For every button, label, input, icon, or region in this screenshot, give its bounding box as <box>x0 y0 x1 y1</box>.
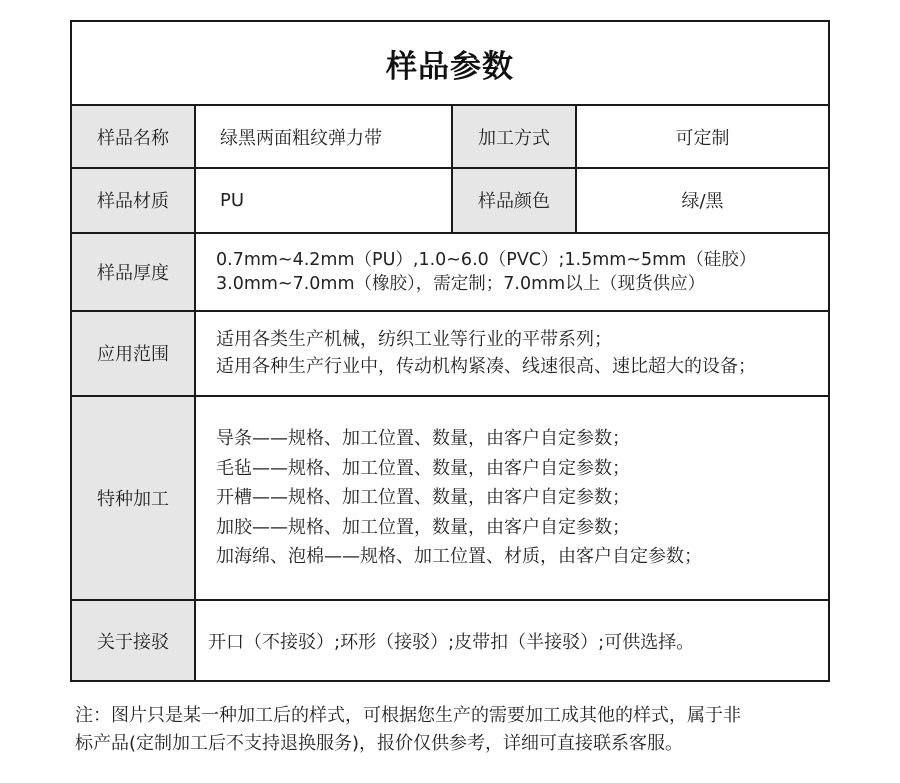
label-application-range: 应用范围 <box>72 312 196 394</box>
special-line: 导条——规格、加工位置、数量，由客户自定参数； <box>216 428 630 450</box>
label-joint: 关于接驳 <box>72 601 196 680</box>
table-row <box>72 312 828 396</box>
special-line: 加胶——规格、加工位置，数量，由客户自定参数； <box>216 516 630 538</box>
value-processing-method: 可定制 <box>675 127 730 149</box>
value-sample-material: PU <box>220 189 245 211</box>
value-application-range <box>196 312 828 394</box>
value-sample-name: 绿黑两面粗纹弹力带 <box>220 127 382 149</box>
special-line: 开槽——规格、加工位置、数量，由客户自定参数； <box>216 487 630 509</box>
label-sample-thickness: 样品厚度 <box>72 234 196 311</box>
application-line: 适用各类生产机械，纺织工业等行业的平带系列； <box>216 329 612 351</box>
table-title: 样品参数 <box>386 48 514 85</box>
label-sample-name: 样品名称 <box>72 106 196 167</box>
value-joint: 开口（不接驳）;环形（接驳）;皮带扣（半接驳）;可供选择。 <box>208 631 695 653</box>
table-row <box>72 601 828 680</box>
label-processing-method: 加工方式 <box>451 106 577 167</box>
value-sample-thickness <box>196 234 828 311</box>
label-special-processing: 特种加工 <box>72 397 196 600</box>
table-row <box>72 169 828 234</box>
table-row <box>72 106 828 169</box>
thickness-line: 0.7mm~4.2mm（PU）,1.0~6.0（PVC）;1.5mm~5mm（硅胶） <box>216 249 757 270</box>
table-row <box>72 234 828 313</box>
spec-table <box>70 20 830 682</box>
table-row <box>72 397 828 602</box>
thickness-line: 3.0mm~7.0mm（橡胶），需定制；7.0mm以上（现货供应） <box>216 273 706 294</box>
footnote-line: 标产品(定制加工后不支持退换服务)，报价仅供参考，详细可直接联系客服。 <box>75 733 684 754</box>
label-sample-material: 样品材质 <box>72 169 196 232</box>
value-sample-color: 绿/黑 <box>681 191 724 213</box>
footnote <box>75 702 835 758</box>
application-line: 适用各种生产行业中，传动机构紧凑、线速很高、速比超大的设备； <box>216 356 756 378</box>
special-line: 加海绵、泡棉——规格、加工位置、材质，由客户自定参数； <box>216 546 702 568</box>
label-sample-color: 样品颜色 <box>451 169 577 232</box>
table-title-row <box>72 22 828 106</box>
footnote-line: 注：图片只是某一种加工后的样式，可根据您生产的需要加工成其他的样式，属于非 <box>75 705 741 726</box>
value-special-processing <box>196 397 828 600</box>
special-line: 毛毡——规格、加工位置、数量，由客户自定参数； <box>216 457 630 479</box>
